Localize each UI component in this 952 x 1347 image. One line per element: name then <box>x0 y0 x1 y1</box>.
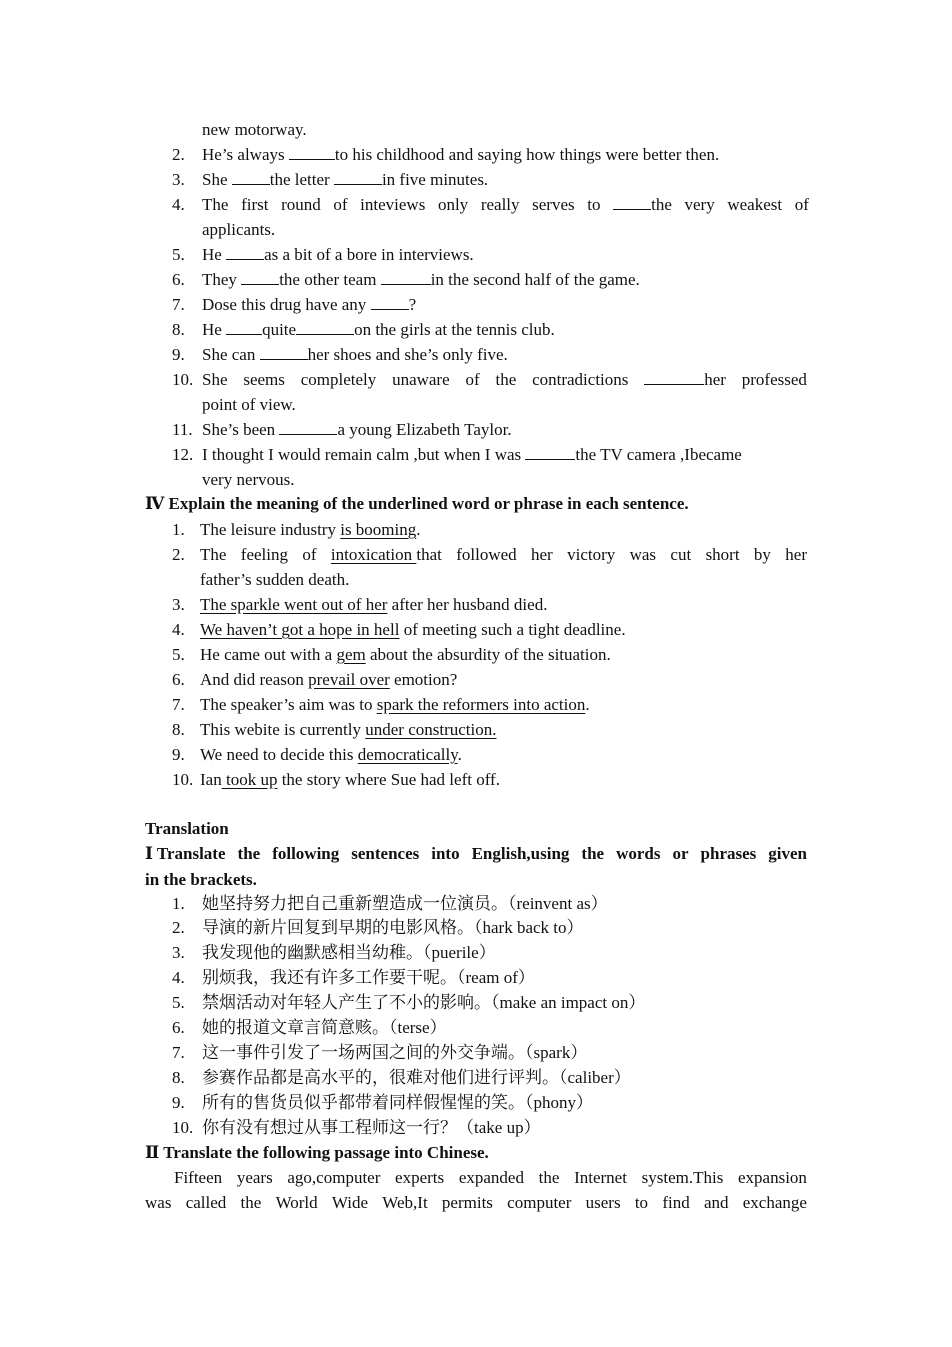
continuation-line: point of view. <box>202 395 296 414</box>
word: Fifteen <box>174 1168 223 1187</box>
underlined-phrase: The sparkle went out of her <box>200 595 388 614</box>
passage-line <box>145 1190 807 1215</box>
sentence-text: the letter <box>269 170 334 189</box>
word: of <box>465 370 480 389</box>
word: was <box>145 1193 172 1212</box>
word: inteviews <box>360 195 426 214</box>
word: serves <box>532 195 575 214</box>
word: experts <box>395 1168 445 1187</box>
continuation-line: new motorway. <box>202 120 307 139</box>
word: of <box>302 545 317 564</box>
explain-sentence <box>200 717 497 742</box>
underlined-phrase: spark the reformers into action <box>376 695 586 714</box>
word: only <box>437 195 469 214</box>
sentence-text: Dose this drug have any <box>202 295 371 314</box>
item-number: 6. <box>172 270 185 289</box>
word: users <box>585 1193 621 1212</box>
word: phrases <box>700 844 757 863</box>
explain-sentence <box>200 667 457 692</box>
translate-sentence: 参赛作品都是高水平的，很难对他们进行评判。（caliber） <box>202 1068 631 1087</box>
word: years <box>236 1168 273 1187</box>
answer-blank[interactable] <box>226 319 262 335</box>
word: the <box>237 844 261 863</box>
item-number: 9. <box>172 1093 185 1112</box>
sentence-text: . <box>416 520 421 539</box>
item-number: 10. <box>172 370 194 389</box>
sentence-text: He’s always <box>202 145 289 164</box>
answer-blank[interactable] <box>381 269 431 285</box>
answer-blank[interactable] <box>525 444 575 460</box>
answer-blank[interactable] <box>334 169 382 185</box>
sentence-text: to his childhood and saying how things were better then. <box>334 145 720 164</box>
word: was <box>629 545 657 564</box>
sentence-text: Ian <box>200 770 222 789</box>
item-number: 10. <box>172 1118 194 1137</box>
fill-in-sentence <box>202 317 555 342</box>
fill-in-sentence <box>202 292 416 317</box>
word: her <box>785 545 807 564</box>
section-heading: Ⅳ Explain the meaning of the underlined word or phrase in each sentence. <box>145 494 689 513</box>
sentence-text: . <box>457 745 462 764</box>
fill-in-sentence <box>202 167 488 192</box>
translate-sentence: 导演的新片回复到早期的电影风格。（hark back to） <box>202 918 584 937</box>
word: by <box>753 545 771 564</box>
underlined-phrase: democratically <box>357 745 458 764</box>
underlined-phrase: under construction. <box>365 720 497 739</box>
fill-in-sentence <box>202 267 640 292</box>
sentence-text: He <box>202 320 227 339</box>
underlined-phrase: took up <box>221 770 278 789</box>
item-number: 9. <box>172 745 185 764</box>
item-number: 1. <box>172 520 185 539</box>
word: first <box>241 195 269 214</box>
item-number: 8. <box>172 720 185 739</box>
word: the <box>613 192 672 217</box>
translate-sentence: 所有的售货员似乎都带着同样假惺惺的笑。（phony） <box>202 1093 593 1112</box>
section-heading-cont: in the brackets. <box>145 870 257 889</box>
word: contradictions <box>532 370 629 389</box>
sentence-text: He came out with a <box>200 645 337 664</box>
word: to <box>587 195 601 214</box>
item-number: 11. <box>172 420 193 439</box>
word: following <box>272 844 340 863</box>
word: Wide <box>331 1193 369 1212</box>
sentence-text: the story where Sue had left off. <box>277 770 500 789</box>
explain-sentence <box>200 692 590 717</box>
item-number: 9. <box>172 345 185 364</box>
sentence-text: This webite is currently <box>200 720 366 739</box>
translate-sentence: 禁烟活动对年轻人产生了不小的影响。（make an impact on） <box>202 993 646 1012</box>
word: words <box>616 844 661 863</box>
sentence-text: as a bit of a bore in interviews. <box>264 245 474 264</box>
word: victory <box>567 545 616 564</box>
sentence-text: I thought I would remain calm ,but when I was <box>202 445 526 464</box>
sentence-text: in five minutes. <box>381 170 489 189</box>
explain-sentence <box>200 517 421 542</box>
answer-blank[interactable] <box>644 369 704 385</box>
item-number: 8. <box>172 320 185 339</box>
fill-in-sentence <box>202 142 719 167</box>
underlined-phrase: intoxication <box>330 545 417 564</box>
word: exchange <box>742 1193 807 1212</box>
answer-blank[interactable] <box>613 194 651 210</box>
word: sentences <box>351 844 420 863</box>
sentence-text: We need to decide this <box>200 745 358 764</box>
word: very <box>684 195 715 214</box>
sentence-text: the other team <box>279 270 381 289</box>
item-number: 7. <box>172 1043 185 1062</box>
item-number: 5. <box>172 245 185 264</box>
sentence-text: quite <box>262 320 297 339</box>
translate-sentence: 你有没有想过从事工程师这一行？（take up） <box>202 1118 541 1137</box>
sentence-text: She’s been <box>202 420 280 439</box>
explain-sentence <box>200 642 611 667</box>
underlined-phrase: We haven’t got a hope in hell <box>200 620 400 639</box>
word: the <box>240 1193 262 1212</box>
sentence-text: The speaker’s aim was to <box>200 695 377 714</box>
underlined-phrase: prevail over <box>308 670 390 689</box>
sentence-text: They <box>202 270 242 289</box>
answer-blank[interactable] <box>232 169 270 185</box>
explain-sentence <box>200 617 626 642</box>
item-number: 10. <box>172 770 194 789</box>
sentence-text: the TV camera ,Ibecame <box>575 445 742 464</box>
passage-line <box>174 1165 807 1190</box>
fill-in-sentence <box>202 367 807 392</box>
sentence-text: The leisure industry <box>200 520 341 539</box>
item-number: 3. <box>172 595 185 614</box>
translate-sentence: 她的报道文章言简意赅。（terse） <box>202 1018 447 1037</box>
answer-blank[interactable] <box>260 344 308 360</box>
item-number: 7. <box>172 295 185 314</box>
fill-in-sentence <box>202 342 508 367</box>
word: of <box>794 195 809 214</box>
word: short <box>705 545 740 564</box>
fill-in-sentence <box>202 442 742 467</box>
explain-sentence <box>200 592 547 617</box>
word: the <box>495 370 517 389</box>
item-number: 2. <box>172 918 185 937</box>
underlined-phrase: is booming <box>340 520 417 539</box>
translate-sentence: 别烦我，我还有许多工作要干呢。（ream of） <box>202 968 535 987</box>
word: completely <box>300 370 377 389</box>
item-number: 2. <box>172 545 185 564</box>
word: of <box>333 195 348 214</box>
sentence-text: The <box>202 195 229 214</box>
sentence-text: about the absurdity of the situation. <box>365 645 611 664</box>
word: Internet <box>574 1168 627 1187</box>
item-number: 2. <box>172 145 185 164</box>
word: weakest <box>727 195 783 214</box>
word: feeling <box>240 545 288 564</box>
word: expansion <box>737 1168 807 1187</box>
item-number: 5. <box>172 993 185 1012</box>
word: English,using <box>471 844 570 863</box>
translate-sentence: 她坚持努力把自己重新塑造成一位演员。（reinvent as） <box>202 894 608 913</box>
translate-sentence: 我发现他的幽默感相当幼稚。（puerile） <box>202 943 496 962</box>
item-number: 4. <box>172 968 185 987</box>
word: seems <box>243 370 285 389</box>
word: Web,It <box>382 1193 428 1212</box>
sentence-text: emotion? <box>389 670 458 689</box>
word: followed <box>456 545 517 564</box>
word: her <box>644 367 726 392</box>
sentence-text: on the girls at the tennis club. <box>354 320 555 339</box>
word: the <box>538 1168 560 1187</box>
word: called <box>185 1193 227 1212</box>
sentence-text: She <box>202 170 232 189</box>
sentence-text: ? <box>408 295 417 314</box>
sentence-text: And did reason <box>200 670 309 689</box>
word: professed <box>741 370 807 389</box>
item-number: 7. <box>172 695 185 714</box>
answer-blank[interactable] <box>241 269 279 285</box>
item-number: 12. <box>172 445 194 464</box>
sentence-text: a young Elizabeth Taylor. <box>337 420 512 439</box>
sentence-text: in the second half of the game. <box>430 270 640 289</box>
word: her <box>531 545 553 564</box>
sentence-text: He <box>202 245 227 264</box>
continuation-line: applicants. <box>202 220 276 239</box>
answer-blank[interactable] <box>226 244 264 260</box>
item-number: 8. <box>172 1068 185 1087</box>
item-number: 6. <box>172 670 185 689</box>
answer-blank[interactable] <box>279 419 337 435</box>
word: cut <box>670 545 692 564</box>
word: given <box>768 844 807 863</box>
word: and <box>703 1193 729 1212</box>
word: really <box>480 195 520 214</box>
answer-blank[interactable] <box>289 144 335 160</box>
continuation-line: very nervous. <box>202 470 295 489</box>
word: intoxication that <box>330 545 442 564</box>
section-title: Translation <box>145 819 229 838</box>
word: She <box>202 370 228 389</box>
underlined-phrase: gem <box>336 645 366 664</box>
explain-sentence <box>200 767 500 792</box>
word: to <box>634 1193 649 1212</box>
word: permits <box>441 1193 493 1212</box>
word: World <box>275 1193 318 1212</box>
item-number: 3. <box>172 943 185 962</box>
sentence-text: of meeting such a tight deadline. <box>399 620 626 639</box>
answer-blank[interactable] <box>296 319 354 335</box>
sentence-text: after her husband died. <box>387 595 548 614</box>
word: find <box>662 1193 690 1212</box>
word: into <box>431 844 460 863</box>
fill-in-sentence <box>202 192 809 217</box>
fill-in-sentence <box>202 242 474 267</box>
item-number: 6. <box>172 1018 185 1037</box>
translate-sentence: 这一事件引发了一场两国之间的外交争端。（spark） <box>202 1043 588 1062</box>
item-number: 3. <box>172 170 185 189</box>
word: computer <box>507 1193 572 1212</box>
word: system.This <box>641 1168 724 1187</box>
answer-blank[interactable] <box>371 294 409 310</box>
word: The <box>200 545 227 564</box>
fill-in-sentence <box>202 417 512 442</box>
continuation-line: father’s sudden death. <box>200 570 350 589</box>
item-number: 1. <box>172 894 185 913</box>
item-number: 4. <box>172 620 185 639</box>
word: expanded <box>458 1168 524 1187</box>
sentence-text: She can <box>202 345 260 364</box>
item-number: 5. <box>172 645 185 664</box>
item-number: 4. <box>172 195 185 214</box>
word: round <box>281 195 321 214</box>
explain-sentence <box>200 542 807 567</box>
sentence-text: . <box>585 695 590 714</box>
word: the <box>581 844 605 863</box>
section-heading: Ⅱ Translate the following passage into Chinese. <box>145 1143 489 1162</box>
word: ago,computer <box>287 1168 381 1187</box>
word: unaware <box>392 370 450 389</box>
section-heading <box>145 841 807 866</box>
word: Ⅰ Translate <box>145 844 226 863</box>
sentence-text: her shoes and she’s only five. <box>307 345 508 364</box>
word: or <box>672 844 689 863</box>
explain-sentence <box>200 742 462 767</box>
